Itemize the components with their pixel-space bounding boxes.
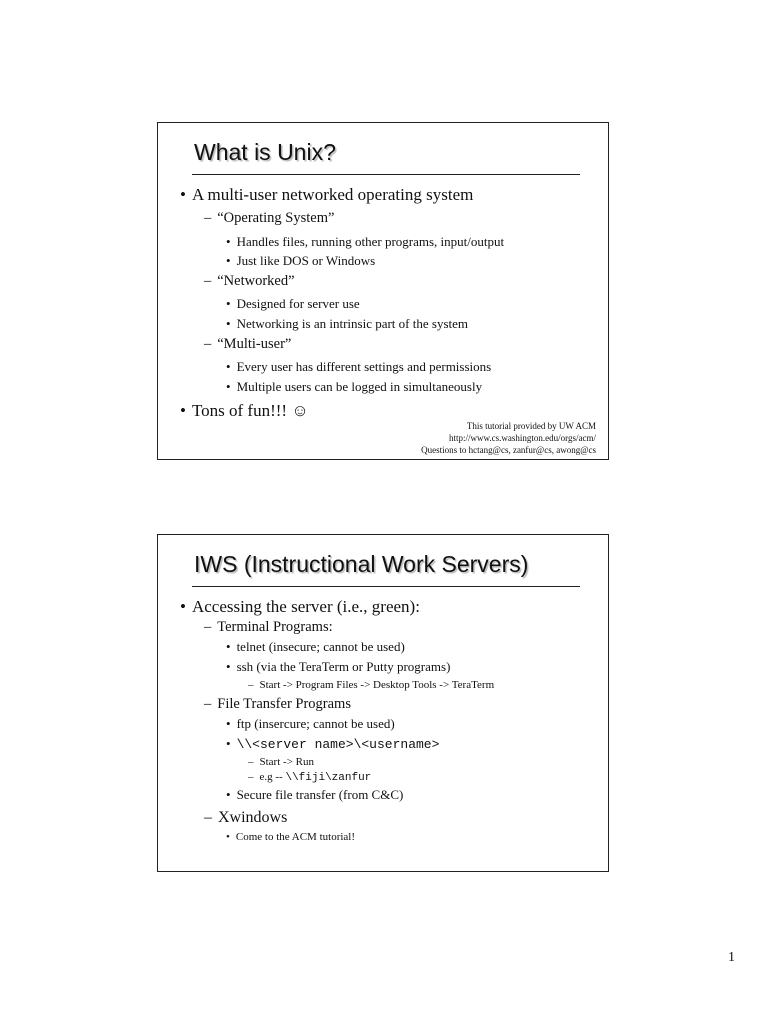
bullet-marker: –: [204, 619, 212, 635]
bullet-text: “Networked”: [217, 273, 295, 289]
bullet-text: Every user has different settings and permissions: [236, 359, 492, 374]
bullet-text: Multiple users can be logged in simultaneously: [236, 379, 483, 394]
bullet-marker: •: [226, 736, 231, 751]
title-rule: [192, 174, 580, 175]
bullet-text: Secure file transfer (from C&C): [236, 787, 404, 802]
bullet-text: \\fiji\zanfur: [285, 772, 372, 784]
bullet-marker: •: [180, 185, 186, 204]
bullet-item: [248, 756, 314, 768]
slide-footer: [421, 420, 596, 456]
bullet-prefix: e.g --: [259, 771, 286, 783]
bullet-item: [248, 679, 494, 691]
bullet-marker: –: [248, 679, 254, 691]
bullet-item: [226, 253, 375, 269]
bullet-text: Just like DOS or Windows: [236, 253, 376, 268]
footer-line: This tutorial provided by UW ACM: [466, 421, 596, 431]
slide-what-is-unix: [157, 122, 609, 460]
title-rule: [192, 586, 580, 587]
bullet-text: Terminal Programs:: [217, 619, 333, 635]
bullet-marker: •: [226, 253, 231, 268]
bullet-item: [204, 210, 334, 227]
bullet-item: [226, 316, 468, 332]
bullet-item: [226, 639, 405, 655]
bullet-marker: •: [226, 234, 231, 249]
slide-title: What is Unix?: [194, 139, 336, 165]
bullet-marker: •: [226, 787, 231, 802]
bullet-text: \\<server name>\<username>: [236, 737, 440, 752]
bullet-item: [204, 273, 295, 290]
bullet-text: telnet (insecure; cannot be used): [236, 639, 405, 654]
slide-title: IWS (Instructional Work Servers): [194, 551, 529, 577]
bullet-text: “Operating System”: [217, 210, 335, 226]
bullet-marker: •: [226, 316, 231, 331]
bullet-text: ftp (insercure; cannot be used): [236, 716, 395, 731]
bullet-marker: –: [204, 273, 212, 289]
bullet-item: [226, 659, 450, 675]
bullet-item: [226, 296, 360, 312]
bullet-item: [226, 716, 395, 732]
bullet-item: [180, 401, 309, 421]
bullet-marker: –: [204, 210, 212, 226]
bullet-item: [204, 336, 291, 353]
bullet-item: [226, 831, 355, 843]
bullet-item: [204, 809, 287, 827]
bullet-marker: •: [226, 831, 230, 843]
bullet-marker: •: [180, 597, 186, 616]
footer-line: http://www.cs.washington.edu/orgs/acm/: [449, 433, 596, 443]
bullet-item: [226, 359, 491, 375]
bullet-text: Networking is an intrinsic part of the system: [236, 316, 468, 331]
bullet-text: Start -> Run: [259, 756, 314, 768]
bullet-item: [226, 379, 482, 395]
bullet-item: [248, 771, 371, 784]
bullet-text: Accessing the server (i.e., green):: [191, 597, 420, 616]
bullet-marker: –: [204, 696, 212, 712]
bullet-item: [180, 597, 420, 617]
bullet-item: [226, 736, 439, 752]
bullet-marker: •: [226, 639, 231, 654]
bullet-text: Designed for server use: [236, 296, 360, 311]
bullet-marker: –: [248, 756, 254, 768]
bullet-text: Tons of fun!!! ☺: [191, 401, 309, 420]
bullet-item: [204, 619, 333, 636]
bullet-marker: –: [204, 809, 212, 826]
footer-line: Questions to hctang@cs, zanfur@cs, awong@cs: [421, 445, 596, 455]
bullet-marker: •: [226, 379, 231, 394]
bullet-text: A multi-user networked operating system: [191, 185, 474, 204]
bullet-marker: •: [226, 296, 231, 311]
bullet-marker: •: [226, 716, 231, 731]
bullet-item: [180, 185, 473, 205]
bullet-marker: –: [248, 771, 254, 783]
bullet-marker: •: [226, 359, 231, 374]
bullet-text: Handles files, running other programs, input/output: [236, 234, 505, 249]
bullet-text: “Multi-user”: [217, 336, 292, 352]
bullet-marker: •: [180, 401, 186, 420]
slide-iws: [157, 534, 609, 872]
bullet-text: File Transfer Programs: [217, 696, 351, 712]
bullet-text: ssh (via the TeraTerm or Putty programs): [236, 659, 451, 674]
page-number: 1: [728, 950, 735, 965]
bullet-item: [204, 696, 351, 713]
bullet-item: [226, 234, 504, 250]
bullet-marker: •: [226, 659, 231, 674]
bullet-text: Start -> Program Files -> Desktop Tools -> TeraTerm: [259, 679, 495, 691]
bullet-text: Xwindows: [218, 809, 288, 826]
bullet-text: Come to the ACM tutorial!: [235, 831, 356, 843]
bullet-item: [226, 787, 403, 803]
bullet-marker: –: [204, 336, 212, 352]
